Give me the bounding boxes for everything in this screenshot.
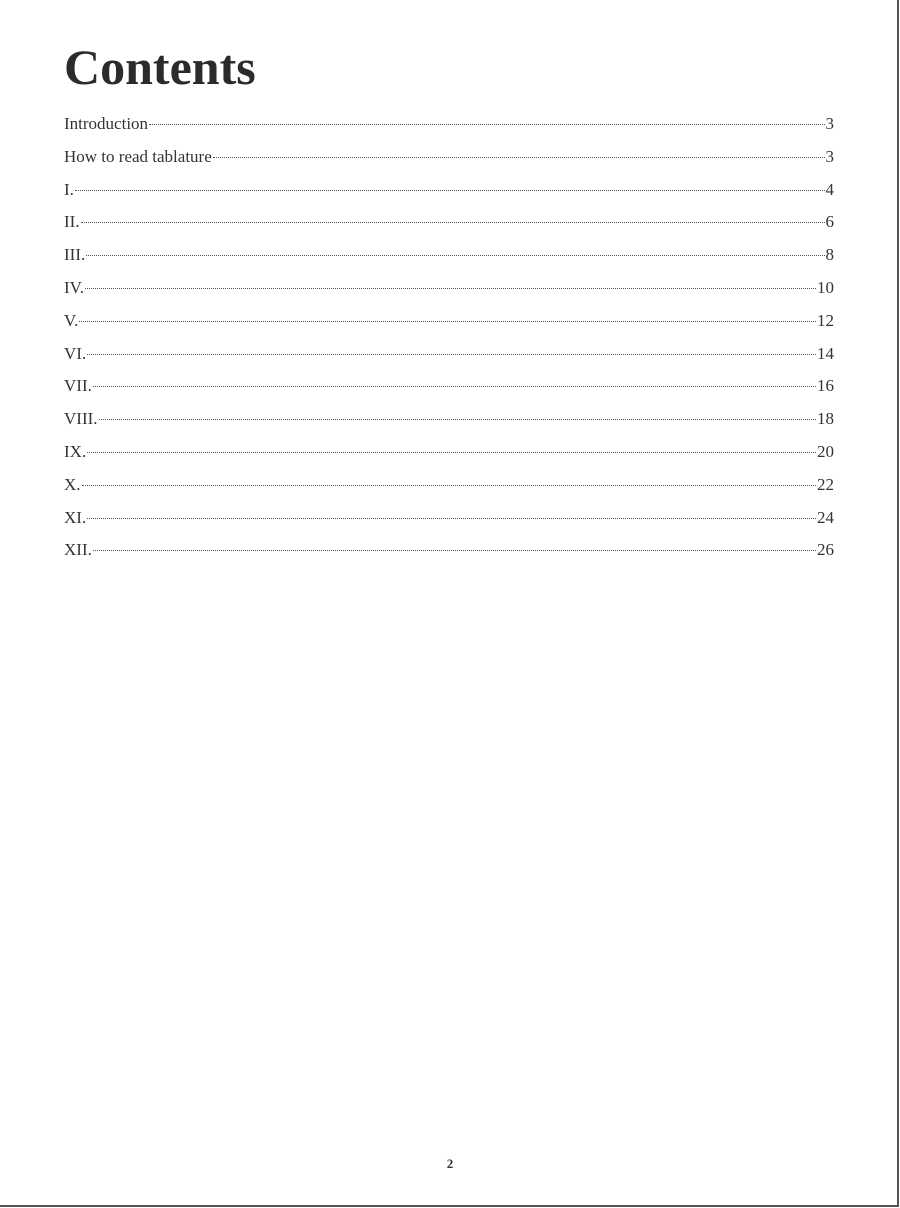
toc-entry-page: 4: [825, 179, 834, 199]
toc-entry-label: How to read tablature: [64, 146, 212, 166]
toc-entry[interactable]: [64, 114, 834, 147]
toc-entry-page: 26: [817, 540, 834, 560]
dot-leader: [87, 518, 816, 519]
dot-leader: [93, 386, 816, 387]
toc-entry-label: IX.: [64, 441, 87, 461]
toc-entry-label: III.: [64, 245, 86, 265]
toc-entry[interactable]: [64, 409, 834, 442]
toc-entry-page: 6: [825, 212, 834, 232]
toc-entry[interactable]: [64, 245, 834, 278]
toc-entry[interactable]: [64, 540, 834, 573]
toc-entry-page: 10: [817, 277, 834, 297]
dot-leader: [86, 255, 824, 256]
toc-entry[interactable]: [64, 376, 834, 409]
toc-entry-label: X.: [64, 474, 81, 494]
toc-entry-page: 3: [825, 146, 834, 166]
dot-leader: [99, 419, 816, 420]
toc-entry-page: 12: [817, 310, 834, 330]
toc-entry[interactable]: [64, 344, 834, 377]
dot-leader: [93, 550, 816, 551]
page-title: Contents: [64, 39, 256, 95]
toc-entry-label: V.: [64, 310, 79, 330]
toc-entry[interactable]: [64, 475, 834, 508]
toc-entry-label: IV.: [64, 277, 84, 297]
dot-leader: [79, 321, 816, 322]
toc-entry[interactable]: [64, 278, 834, 311]
toc-entry[interactable]: [64, 442, 834, 475]
toc-entry-label: Introduction: [64, 114, 149, 133]
dot-leader: [82, 485, 816, 486]
toc-entry-label: XII.: [64, 540, 92, 560]
toc-entry-page: 20: [817, 441, 834, 461]
table-of-contents: [64, 114, 834, 573]
dot-leader: [87, 354, 816, 355]
toc-entry[interactable]: [64, 212, 834, 245]
toc-entry-label: II.: [64, 212, 80, 232]
toc-entry[interactable]: [64, 508, 834, 541]
toc-entry-label: VIII.: [64, 409, 98, 429]
toc-entry-label: VII.: [64, 376, 92, 396]
dot-leader: [75, 190, 825, 191]
dot-leader: [213, 157, 825, 158]
toc-entry-page: 16: [817, 376, 834, 396]
dot-leader: [87, 452, 816, 453]
dot-leader: [81, 222, 825, 223]
toc-entry[interactable]: [64, 311, 834, 344]
toc-entry[interactable]: [64, 147, 834, 180]
toc-entry-page: 24: [817, 507, 834, 527]
toc-entry-page: 18: [817, 409, 834, 429]
toc-entry[interactable]: [64, 180, 834, 213]
dot-leader: [85, 288, 816, 289]
toc-entry-label: VI.: [64, 343, 87, 363]
page-number: 2: [446, 1156, 454, 1171]
dot-leader: [149, 124, 824, 125]
toc-entry-label: I.: [64, 179, 74, 199]
toc-entry-page: 14: [817, 343, 834, 363]
toc-entry-label: XI.: [64, 507, 87, 527]
toc-entry-page: 22: [817, 474, 834, 494]
toc-entry-page: 8: [825, 245, 834, 265]
toc-entry-page: 3: [825, 114, 834, 133]
